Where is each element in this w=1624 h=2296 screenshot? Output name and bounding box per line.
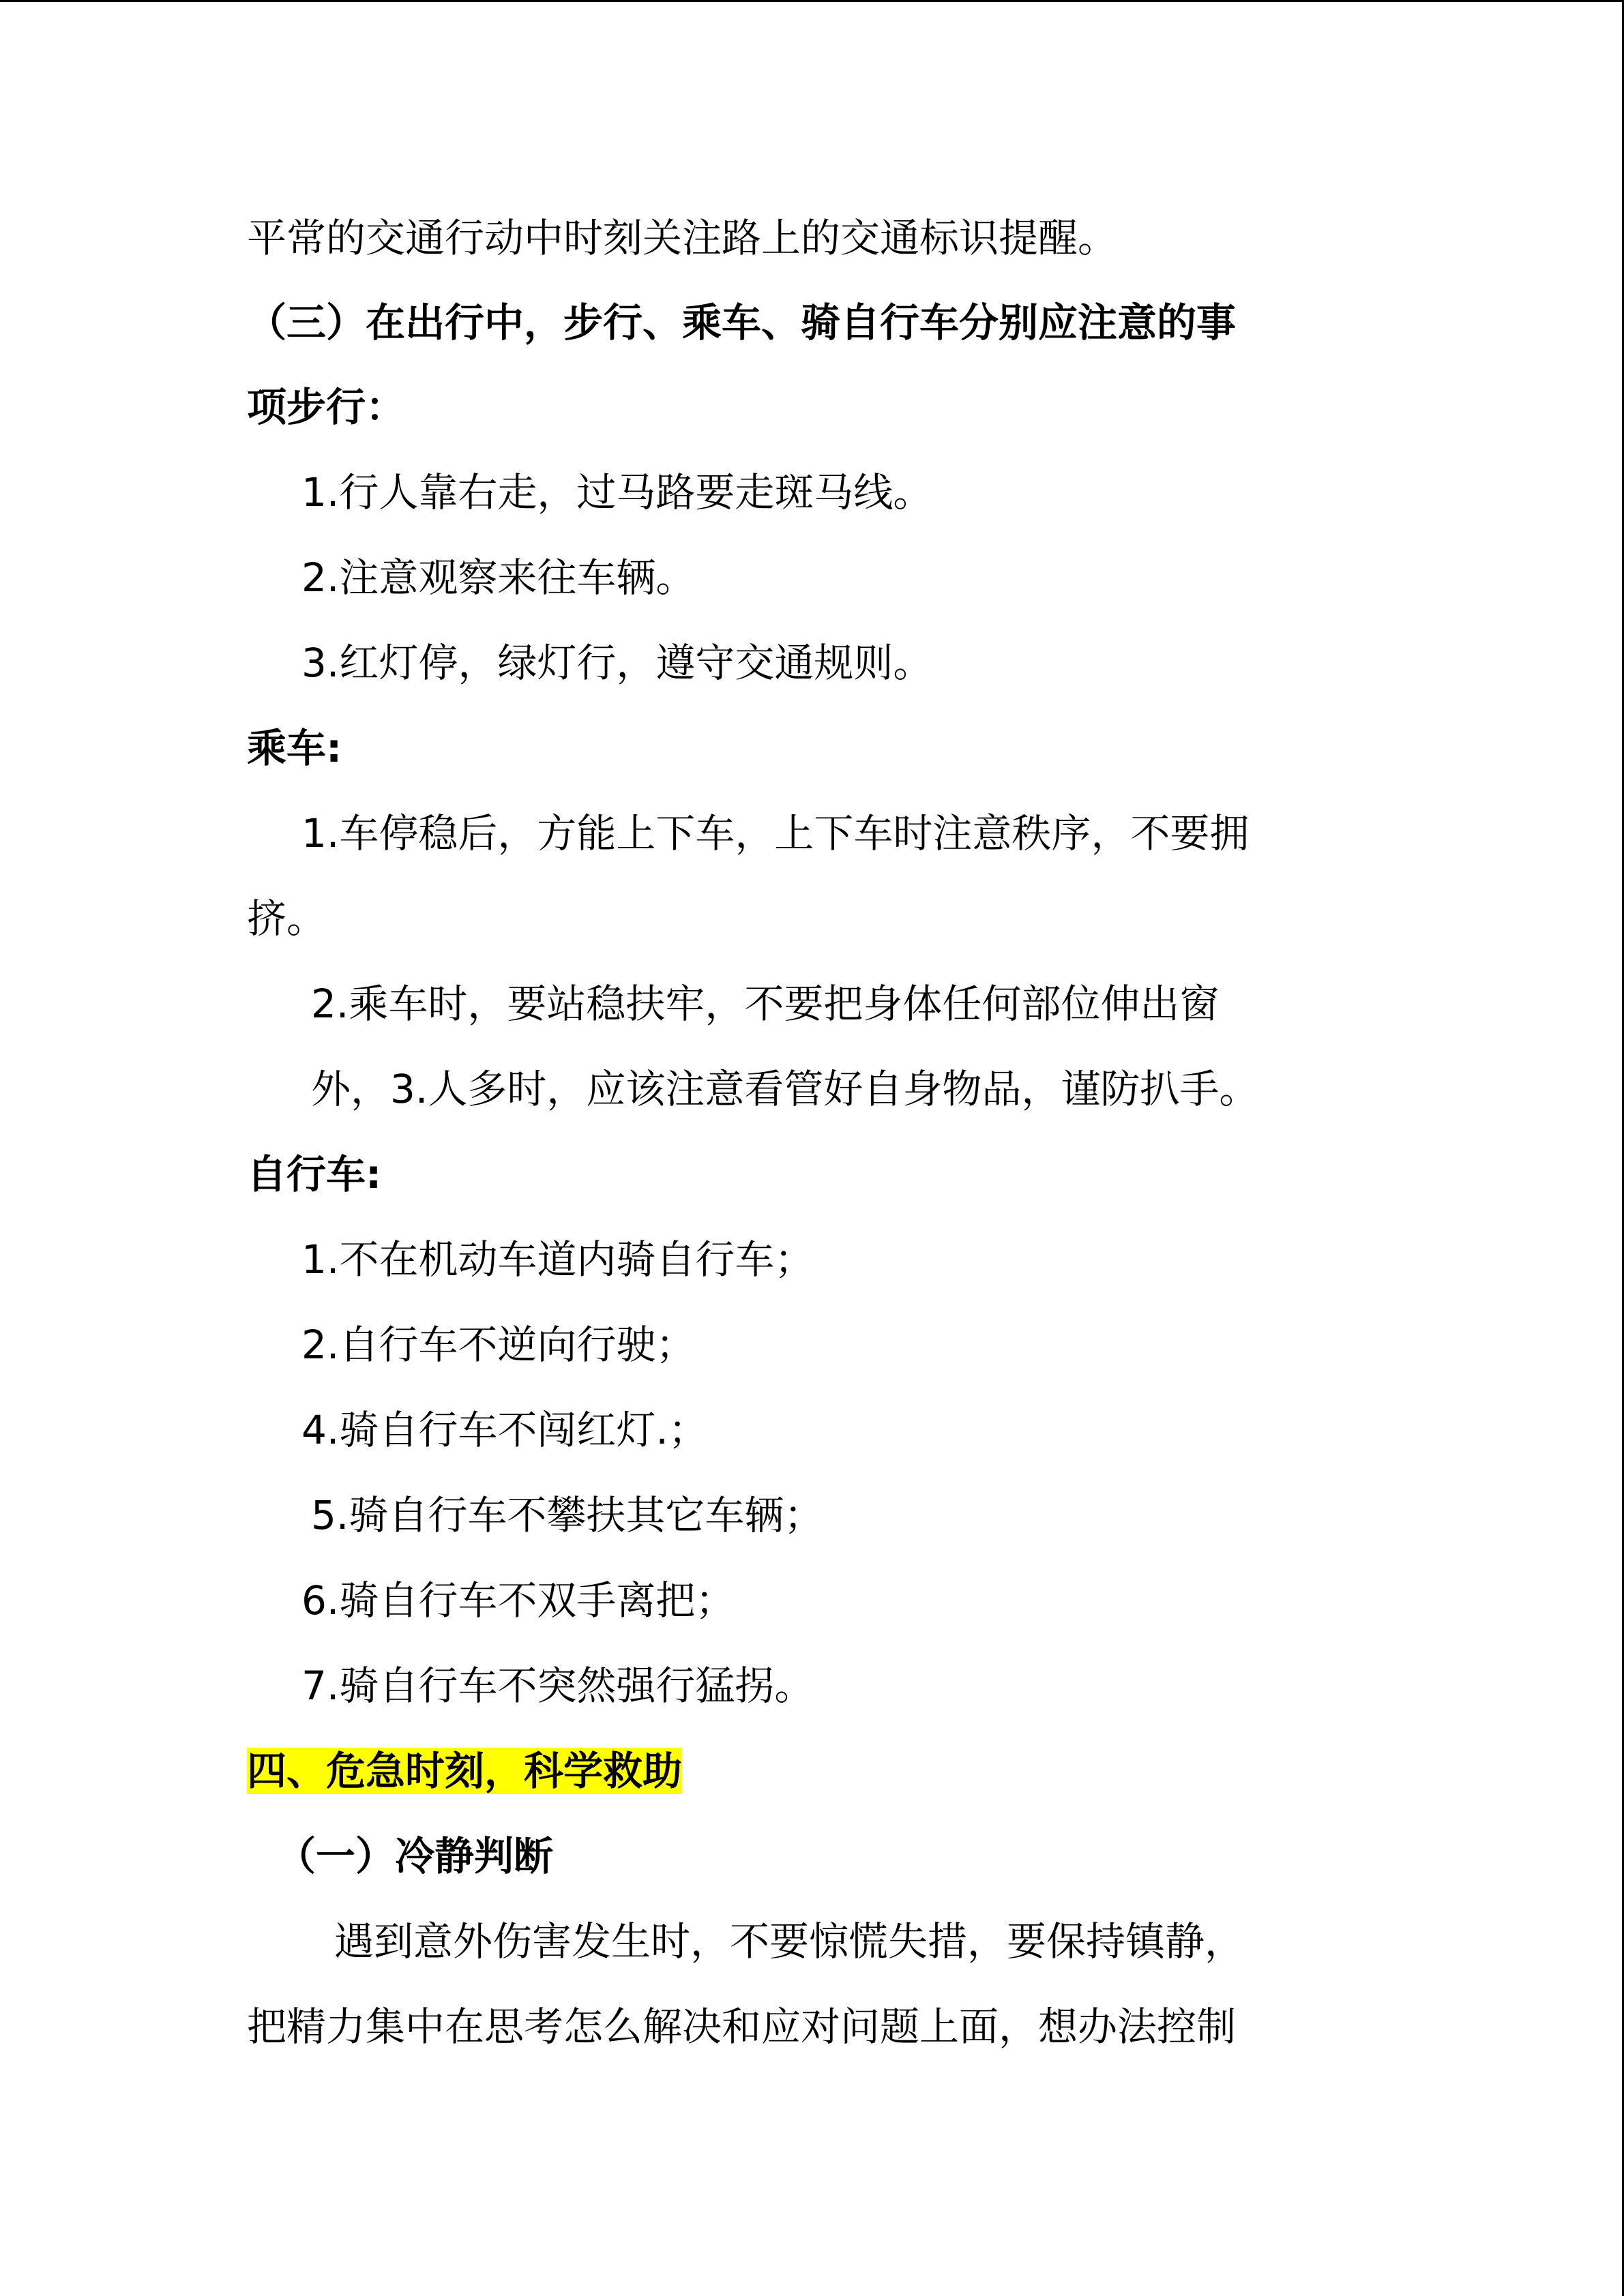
highlight-mark: 四、危急时刻，科学救助	[247, 1748, 683, 1794]
paragraph-text: 把精力集中在思考怎么解决和应对问题上面，想办法控制	[247, 2003, 1237, 2050]
list-item: 7.骑自行车不突然强行猛拐。	[301, 1663, 814, 1709]
list-item: 1.车停稳后，方能上下车，上下车时注意秩序，不要拥	[301, 810, 1250, 856]
paragraph-text: 平常的交通行动中时刻关注路上的交通标识提醒。	[247, 215, 1118, 261]
list-item: 6.骑自行车不双手离把；	[301, 1577, 735, 1624]
section-title-highlighted	[247, 1748, 682, 1795]
list-item: 4.骑自行车不闯红灯.；	[301, 1407, 708, 1453]
subheading-walking: 项步行：	[247, 384, 406, 430]
subsection-heading: （一）冷静判断	[276, 1833, 554, 1879]
subheading-riding: 乘车:	[247, 725, 342, 771]
subheading-bicycle: 自行车:	[247, 1151, 382, 1197]
list-item: 3.红灯停，绿灯行，遵守交通规则。	[301, 640, 933, 686]
list-item: 1.不在机动车道内骑自行车；	[301, 1236, 814, 1283]
list-item: 5.骑自行车不攀扶其它车辆；	[311, 1492, 824, 1538]
list-item: 2.乘车时，要站稳扶牢，不要把身体任何部位伸出窗	[311, 981, 1220, 1027]
section-heading: （三）在出行中，步行、乘车、骑自行车分别应注意的事	[247, 299, 1237, 346]
list-item: 2.自行车不逆向行驶；	[301, 1322, 696, 1368]
list-item: 1.行人靠右走，过马路要走斑马线。	[301, 469, 933, 516]
list-item: 2.注意观察来往车辆。	[301, 554, 696, 601]
list-item-continuation: 挤。	[247, 895, 327, 942]
list-item-continuation: 外，3.人多时，应该注意看管好自身物品，谨防扒手。	[311, 1066, 1259, 1112]
paragraph-text: 遇到意外伤害发生时，不要惊慌失措，要保持镇静，	[334, 1918, 1245, 1965]
